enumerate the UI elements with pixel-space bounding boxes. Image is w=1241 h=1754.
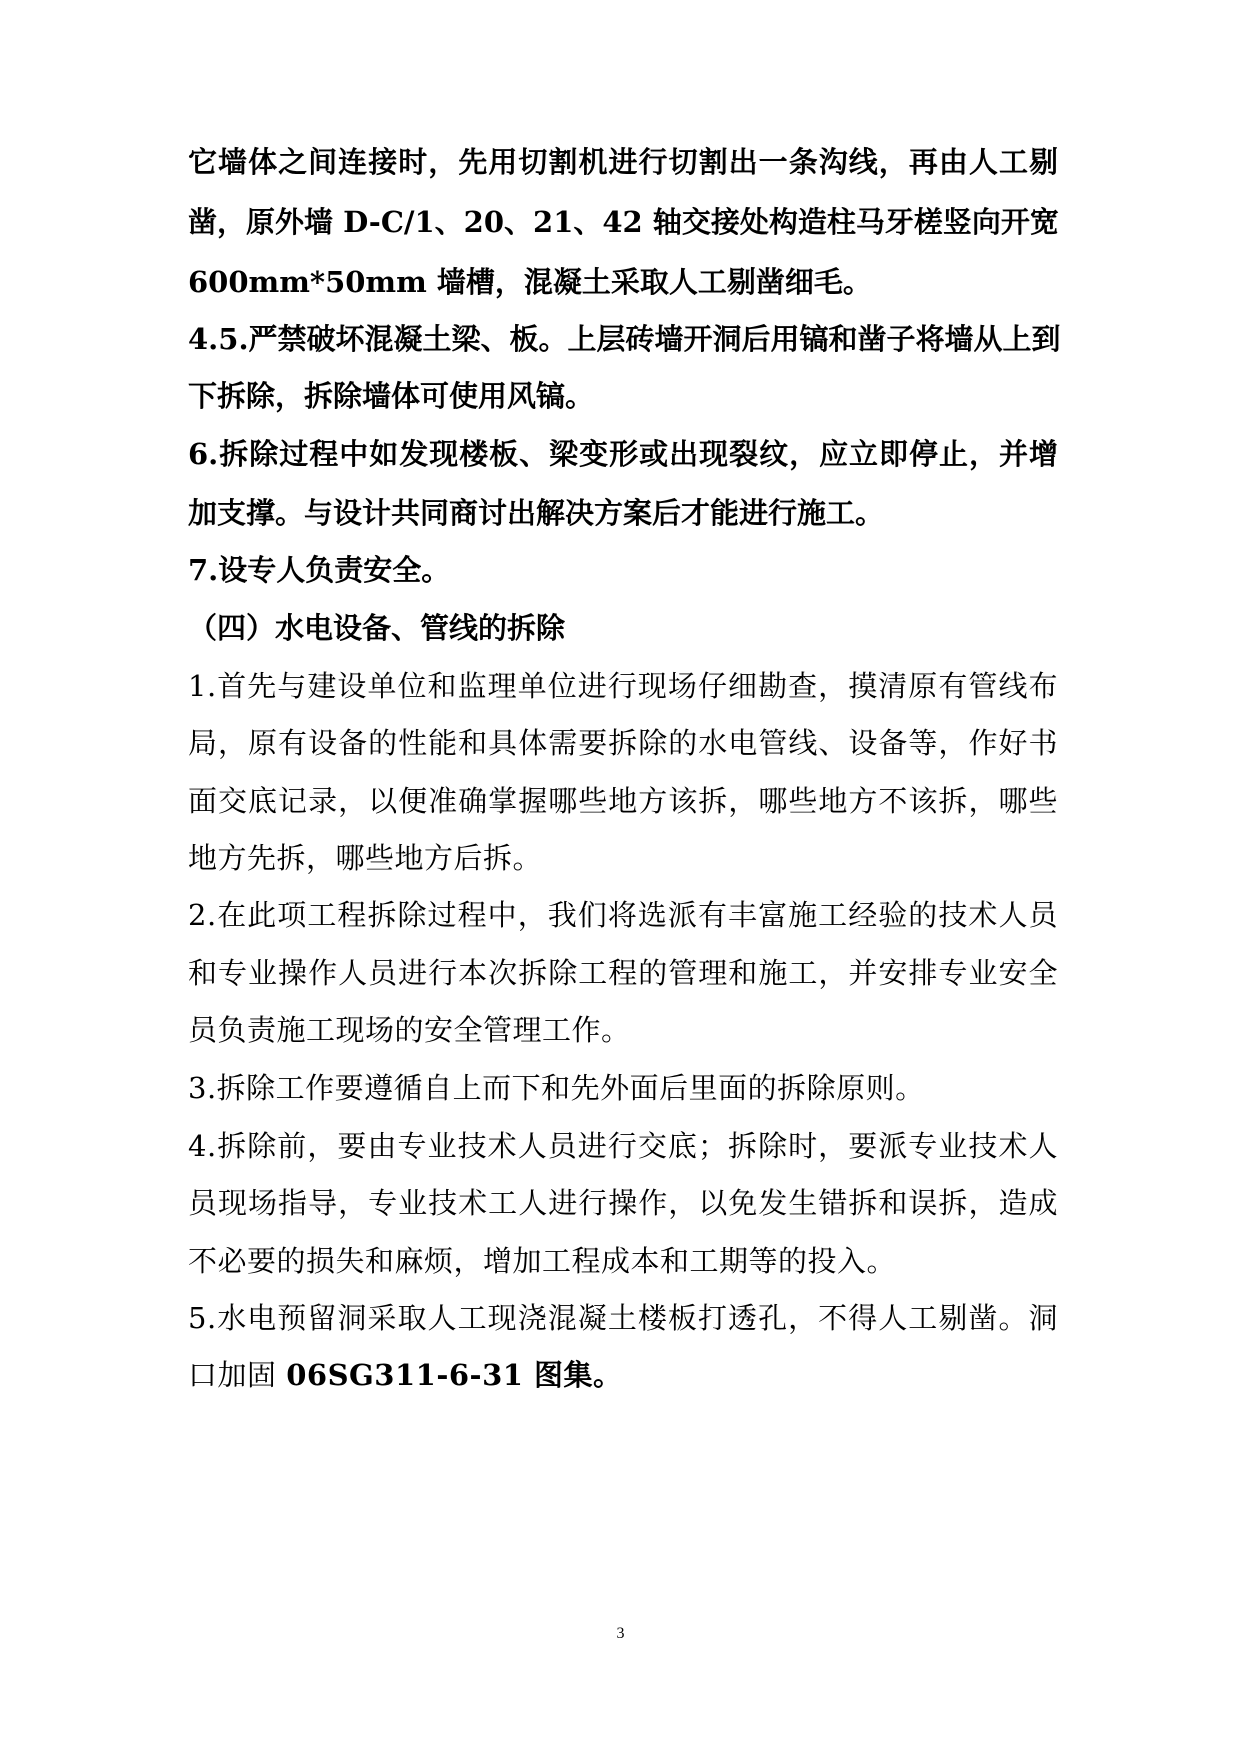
list-item-6: 6.拆除过程中如发现楼板、梁变形或出现裂纹，应立即停止，并增 <box>188 437 1058 471</box>
paragraph-line: 2.在此项工程拆除过程中，我们将选派有丰富施工经验的技术人员 <box>188 898 1058 932</box>
section-heading: （四）水电设备、管线的拆除 <box>188 611 566 645</box>
paragraph-line: 下拆除，拆除墙体可使用风镐。 <box>188 379 595 413</box>
inline-text: 口加固 <box>188 1358 287 1392</box>
paragraph-line: 凿，原外墙 D-C/1、20、21、42 轴交接处构造柱马牙槎竖向开宽 <box>188 205 1059 239</box>
paragraph-line: 局，原有设备的性能和具体需要拆除的水电管线、设备等，作好书 <box>188 726 1058 760</box>
paragraph-line: 员负责施工现场的安全管理工作。 <box>188 1013 631 1047</box>
paragraph-line: 3.拆除工作要遵循自上而下和先外面后里面的拆除原则。 <box>188 1071 925 1105</box>
paragraph-line: 它墙体之间连接时，先用切割机进行切割出一条沟线，再由人工剔 <box>188 145 1058 179</box>
paragraph-line: 4.拆除前，要由专业技术人员进行交底；拆除时，要派专业技术人 <box>188 1129 1058 1163</box>
list-item-4-5: 4.5.严禁破坏混凝土梁、板。上层砖墙开洞后用镐和凿子将墙从上到 <box>188 322 1061 356</box>
paragraph-line: 员现场指导，专业技术工人进行操作，以免发生错拆和误拆，造成 <box>188 1186 1058 1220</box>
paragraph-line: 面交底记录，以便准确掌握哪些地方该拆，哪些地方不该拆，哪些 <box>188 784 1058 818</box>
paragraph-line <box>188 1353 1058 1397</box>
paragraph-line: 不必要的损失和麻烦，增加工程成本和工期等的投入。 <box>188 1244 897 1278</box>
paragraph-line: 5.水电预留洞采取人工现浇混凝土楼板打透孔，不得人工剔凿。洞 <box>188 1301 1058 1335</box>
paragraph-line: 1.首先与建设单位和监理单位进行现场仔细勘查，摸清原有管线布 <box>188 669 1058 703</box>
list-item-7: 7.设专人负责安全。 <box>188 553 451 587</box>
inline-bold-text: 06SG311-6-31 图集。 <box>286 1358 623 1392</box>
paragraph-line: 600mm*50mm 墙槽，混凝土采取人工剔凿细毛。 <box>188 265 872 299</box>
paragraph-line: 加支撑。与设计共同商讨出解决方案后才能进行施工。 <box>188 496 885 530</box>
paragraph-line: 地方先拆，哪些地方后拆。 <box>188 841 543 875</box>
paragraph-line: 和专业操作人员进行本次拆除工程的管理和施工，并安排专业安全 <box>188 956 1058 990</box>
page-number: 3 <box>616 1625 625 1642</box>
